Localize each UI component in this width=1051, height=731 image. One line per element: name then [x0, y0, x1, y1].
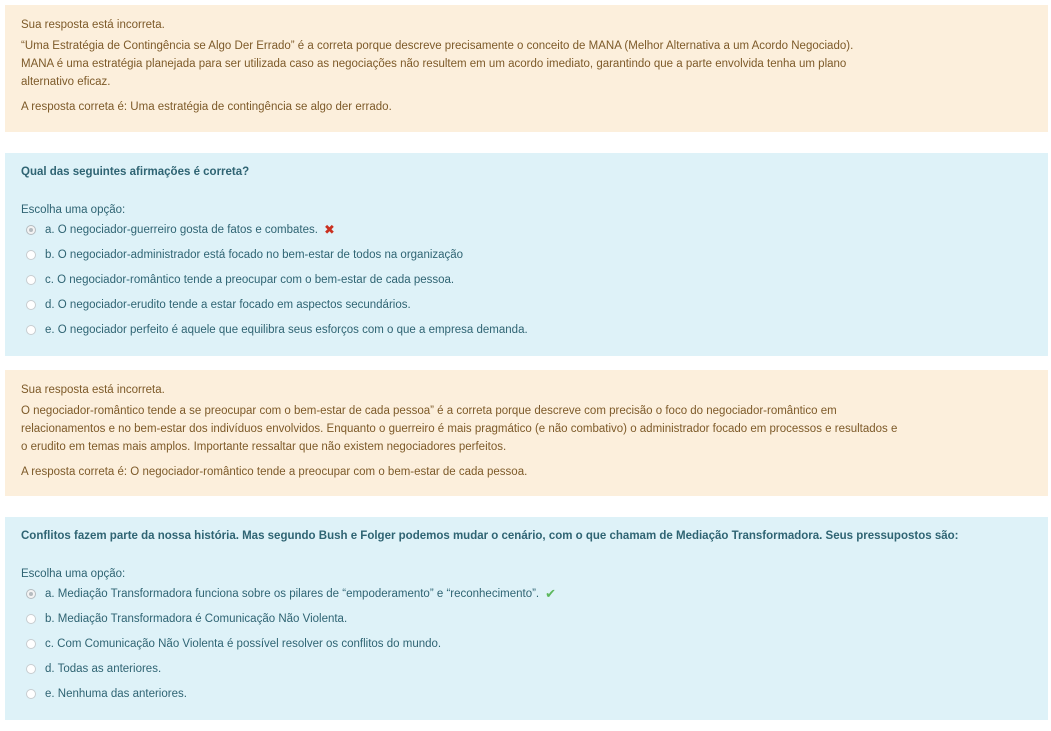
option-label: a. Mediação Transformadora funciona sobre os pilares de “empoderamento” e “reconhecimento”. [45, 588, 540, 600]
radio-button[interactable] [26, 300, 36, 310]
feedback-block-2 [5, 370, 1048, 496]
correct-icon: ✔ [545, 586, 557, 601]
answer-option-e[interactable] [21, 322, 528, 338]
radio-button[interactable] [26, 589, 36, 599]
radio-button[interactable] [26, 225, 36, 235]
feedback-status: Sua resposta está incorreta. [21, 19, 165, 31]
radio-button[interactable] [26, 639, 36, 649]
right-answer: A resposta correta é: O negociador-romântico tende a preocupar com o bem-estar de cada pessoa. [21, 466, 528, 478]
option-label: c. Com Comunicação Não Violenta é possível resolver os conflitos do mundo. [45, 638, 442, 650]
question-block-3 [5, 517, 1048, 720]
feedback-text-line: alternativo eficaz. [21, 76, 111, 88]
incorrect-icon: ✖ [323, 222, 335, 237]
feedback-status: Sua resposta está incorreta. [21, 384, 165, 396]
answer-option-d[interactable] [21, 661, 161, 677]
radio-button[interactable] [26, 664, 36, 674]
answer-option-e[interactable] [21, 686, 187, 702]
answer-option-a[interactable] [21, 222, 335, 238]
question-text: Conflitos fazem parte da nossa história. Mas segundo Bush e Folger podemos mudar o cenário, com o que chamam de Mediação Transformadora. Seus pressupostos são: [21, 530, 959, 542]
radio-button[interactable] [26, 325, 36, 335]
feedback-text-line: O negociador-romântico tende a se preocupar com o bem-estar de cada pessoa” é a correta porque descreve com precisão o foco do negociador-romântico em [21, 405, 837, 417]
radio-button[interactable] [26, 275, 36, 285]
feedback-text-line: relacionamentos e no bem-estar dos indivíduos envolvidos. Enquanto o guerreiro é mais pragmático (e não combativo) o administrador focado em processos e resultados e [21, 423, 898, 435]
feedback-text-line: “Uma Estratégia de Contingência se Algo Der Errado” é a correta porque descreve precisamente o conceito de MANA (Melhor Alternativa a um Acordo Negociado). [21, 40, 854, 52]
answer-option-d[interactable] [21, 297, 411, 313]
radio-button[interactable] [26, 614, 36, 624]
choose-option-prompt: Escolha uma opção: [21, 204, 126, 216]
option-label: c. O negociador-romântico tende a preocupar com o bem-estar de cada pessoa. [45, 274, 455, 286]
answer-option-c[interactable] [21, 636, 441, 652]
option-label: e. O negociador perfeito é aquele que equilibra seus esforços com o que a empresa demanda. [45, 324, 528, 336]
option-label: a. O negociador-guerreiro gosta de fatos e combates. [45, 224, 318, 236]
option-label: d. O negociador-erudito tende a estar focado em aspectos secundários. [45, 299, 411, 311]
feedback-text-line: MANA é uma estratégia planejada para ser utilizada caso as negociações não resultem em um acordo imediato, garantindo que a parte envolvida tenha um plano [21, 58, 847, 70]
option-label: d. Todas as anteriores. [45, 663, 162, 675]
answer-option-c[interactable] [21, 272, 454, 288]
answer-option-a[interactable] [21, 586, 556, 602]
radio-button[interactable] [26, 689, 36, 699]
feedback-text-line: o erudito em temas mais amplos. Importante ressaltar que não existem negociadores perfeitos. [21, 441, 507, 453]
right-answer: A resposta correta é: Uma estratégia de contingência se algo der errado. [21, 101, 392, 113]
option-label: b. Mediação Transformadora é Comunicação Não Violenta. [45, 613, 348, 625]
feedback-block-1 [5, 5, 1048, 132]
question-text: Qual das seguintes afirmações é correta? [21, 166, 250, 178]
answer-option-b[interactable] [21, 611, 347, 627]
option-label: b. O negociador-administrador está focado no bem-estar de todos na organização [45, 249, 464, 261]
radio-button[interactable] [26, 250, 36, 260]
question-block-2 [5, 153, 1048, 356]
choose-option-prompt: Escolha uma opção: [21, 568, 126, 580]
answer-option-b[interactable] [21, 247, 463, 263]
option-label: e. Nenhuma das anteriores. [45, 688, 187, 700]
